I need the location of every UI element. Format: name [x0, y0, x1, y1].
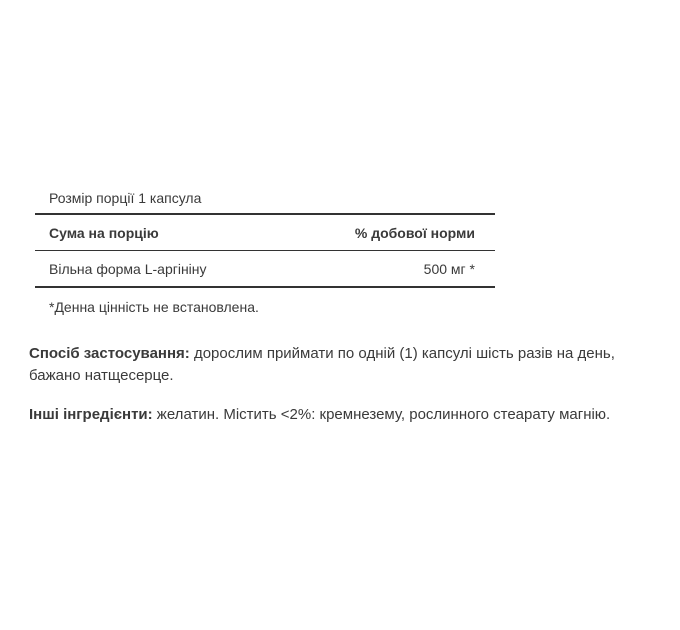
ingredient-amount: 500 мг *	[423, 260, 475, 277]
ingredient-name: Вільна форма L-аргініну	[49, 260, 207, 277]
table-row	[35, 251, 495, 288]
usage-text: дорослим приймати по одній (1) капсулі шість разів на день, бажано натщесерце.	[29, 345, 615, 384]
other-ingredients-text: желатин. Містить <2%: кремнезему, рослинного стеарату магнію.	[152, 406, 611, 423]
daily-value-footnote: *Денна цінність не встановлена.	[49, 299, 259, 315]
serving-size: Розмір порції 1 капсула	[35, 186, 495, 215]
other-ingredients-label: Інші інгредієнти:	[29, 406, 153, 423]
usage-paragraph	[29, 343, 649, 387]
usage-label: Спосіб застосування:	[29, 345, 190, 362]
supplement-facts-table	[35, 186, 495, 315]
other-ingredients-paragraph	[29, 404, 649, 426]
daily-value-header: % добової норми	[354, 224, 475, 241]
table-header-row	[35, 215, 495, 251]
amount-per-serving-header: Сума на порцію	[49, 224, 159, 241]
